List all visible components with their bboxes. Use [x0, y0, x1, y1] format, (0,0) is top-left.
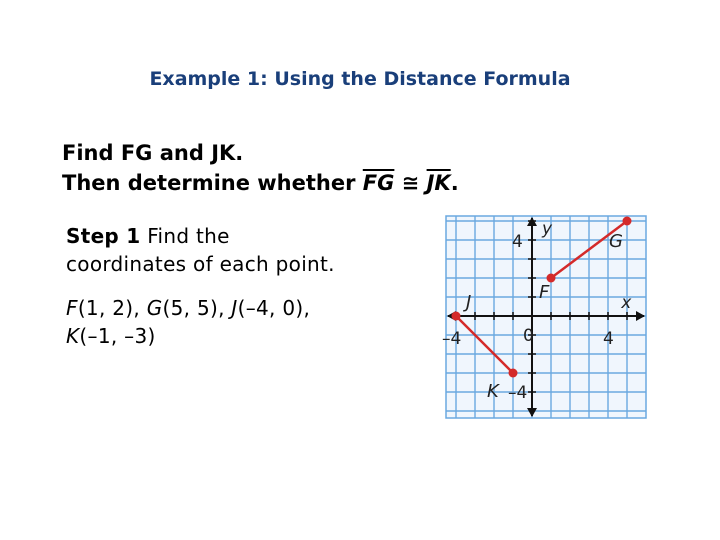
point-label-g: G [609, 231, 623, 252]
point-f-name: F [66, 296, 78, 320]
point-g [623, 217, 632, 226]
point-g-name: G [146, 296, 163, 320]
x-tick-label-4: 4 [603, 329, 614, 349]
point-g-coords: (5, 5), [162, 296, 232, 320]
point-label-k: K [487, 381, 499, 402]
task-text [62, 138, 459, 198]
points-line-1 [66, 294, 310, 322]
step-label: Step 1 [66, 224, 141, 248]
segment-fg-label: $\overline{FG}$ [362, 171, 395, 195]
task-line-2-prefix: Then determine whether [62, 171, 363, 195]
point-label-f: F [539, 282, 550, 303]
page-title: Example 1: Using the Distance Formula [149, 68, 571, 90]
task-period: . [450, 171, 459, 195]
step-1-text [66, 222, 335, 278]
step-text-1: Find the [140, 224, 230, 248]
congruent-symbol: ≅ [394, 171, 427, 195]
point-j-name: J [231, 296, 238, 320]
task-line-1: Find FG and JK. [62, 141, 244, 165]
point-label-j: J [466, 292, 472, 313]
points-line-2 [66, 322, 310, 350]
point-k-name: K [66, 324, 80, 348]
x-tick-label-0: 0 [523, 326, 534, 346]
y-tick-label-neg4: –4 [508, 383, 528, 403]
x-axis-label: x [621, 293, 632, 313]
point-k [509, 369, 518, 378]
point-k-coords: (–1, –3) [79, 324, 156, 348]
segment-jk-label: $\overline{JK}$ [426, 171, 451, 195]
point-j [452, 312, 461, 321]
y-axis-label: y [542, 219, 553, 239]
point-f-coords: (1, 2), [77, 296, 147, 320]
task-line-2 [62, 168, 459, 198]
step-line-1 [66, 222, 335, 250]
point-coordinates [66, 294, 310, 350]
step-line-2: coordinates of each point. [66, 252, 335, 276]
x-tick-label-neg4: –4 [442, 329, 462, 349]
point-j-coords: (–4, 0), [237, 296, 311, 320]
y-tick-label-4: 4 [512, 232, 523, 252]
coordinate-graph [440, 210, 655, 425]
